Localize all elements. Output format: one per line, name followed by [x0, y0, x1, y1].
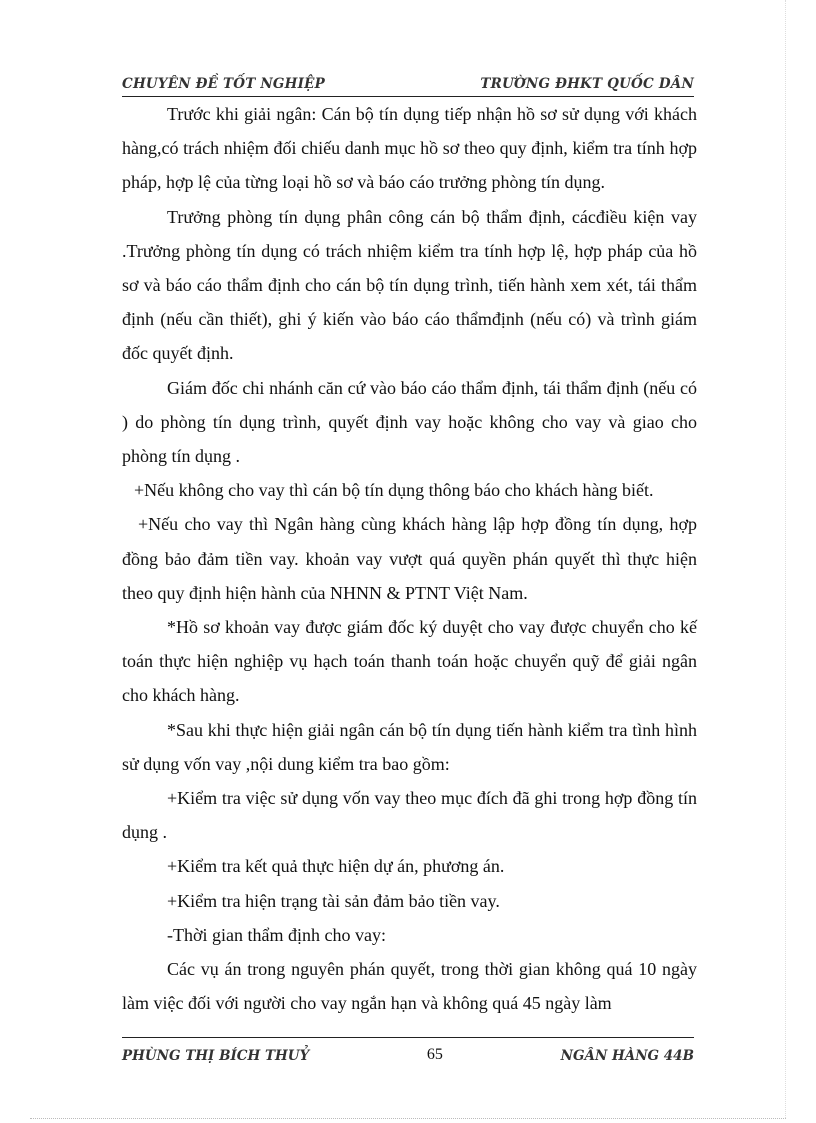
page-number: 65 — [426, 1046, 443, 1063]
footer-class: NGÂN HÀNG 44B — [560, 1048, 694, 1064]
page-edge-divider-vertical — [785, 0, 786, 1118]
paragraph: +Nếu cho vay thì Ngân hàng cùng khách hàng lập hợp đồng tín dụng, hợp đồng bảo đảm tiền vay. khoản vay vượt quá quyền phán quyết thì thực hiện theo quy định hiện hành của NHNN & PTNT Việt Nam. — [122, 514, 697, 603]
paragraph: +Kiểm tra hiện trạng tài sản đảm bảo tiền vay. — [167, 890, 500, 911]
paragraph: Trước khi giải ngân: Cán bộ tín dụng tiếp nhận hồ sơ sử dụng với khách hàng,có trách nhiệm đối chiếu danh mục hồ sơ theo quy định, kiểm tra tính hợp pháp, hợp lệ của từng loại hồ sơ và báo cáo trưởng phòng tín dụng. — [122, 104, 697, 193]
paragraph: Các vụ án trong nguyên phán quyết, trong thời gian không quá 10 ngày làm việc đối với người cho vay ngắn hạn và không quá 45 ngày làm — [122, 959, 697, 1014]
paragraph: Trưởng phòng tín dụng phân công cán bộ thẩm định, cácđiều kiện vay .Trưởng phòng tín dụng có trách nhiệm kiểm tra tính hợp lệ, hợp pháp của hồ sơ và báo cáo thẩm định cho cán bộ tín dụng trình, tiến hành xem xét, tái thẩm định (nếu cần thiết), ghi ý kiến vào báo cáo thẩmđịnh (nếu có) và trình giám đốc quyết định. — [122, 206, 697, 364]
paragraph: +Kiểm tra việc sử dụng vốn vay theo mục đích đã ghi trong hợp đồng tín dụng . — [122, 788, 697, 843]
page-footer — [122, 1037, 694, 1064]
footer-author: PHÙNG THỊ BÍCH THUỶ — [122, 1048, 310, 1064]
paragraph: Giám đốc chi nhánh căn cứ vào báo cáo thẩm định, tái thẩm định (nếu có ) do phòng tín dụng trình, quyết định vay hoặc không cho vay và giao cho phòng tín dụng . — [122, 377, 697, 467]
page-edge-divider — [30, 1118, 786, 1119]
paragraph: *Sau khi thực hiện giải ngân cán bộ tín dụng tiến hành kiểm tra tình hình sử dụng vốn vay ,nội dung kiểm tra bao gồm: — [122, 719, 697, 774]
header-right-title: TRƯỜNG ĐHKT QUỐC DÂN — [480, 76, 694, 92]
page-header — [122, 70, 694, 97]
paragraph: +Nếu không cho vay thì cán bộ tín dụng thông báo cho khách hàng biết. — [134, 480, 654, 501]
paragraph: -Thời gian thẩm định cho vay: — [167, 924, 386, 945]
header-left-title: CHUYÊN ĐỀ TỐT NGHIỆP — [122, 76, 325, 92]
paragraph: *Hồ sơ khoản vay được giám đốc ký duyệt cho vay được chuyển cho kế toán thực hiện nghiệp vụ hạch toán thanh toán hoặc chuyển quỹ để giải ngân cho khách hàng. — [122, 617, 697, 706]
document-body — [122, 97, 697, 1020]
paragraph: +Kiểm tra kết quả thực hiện dự án, phương án. — [167, 856, 505, 877]
